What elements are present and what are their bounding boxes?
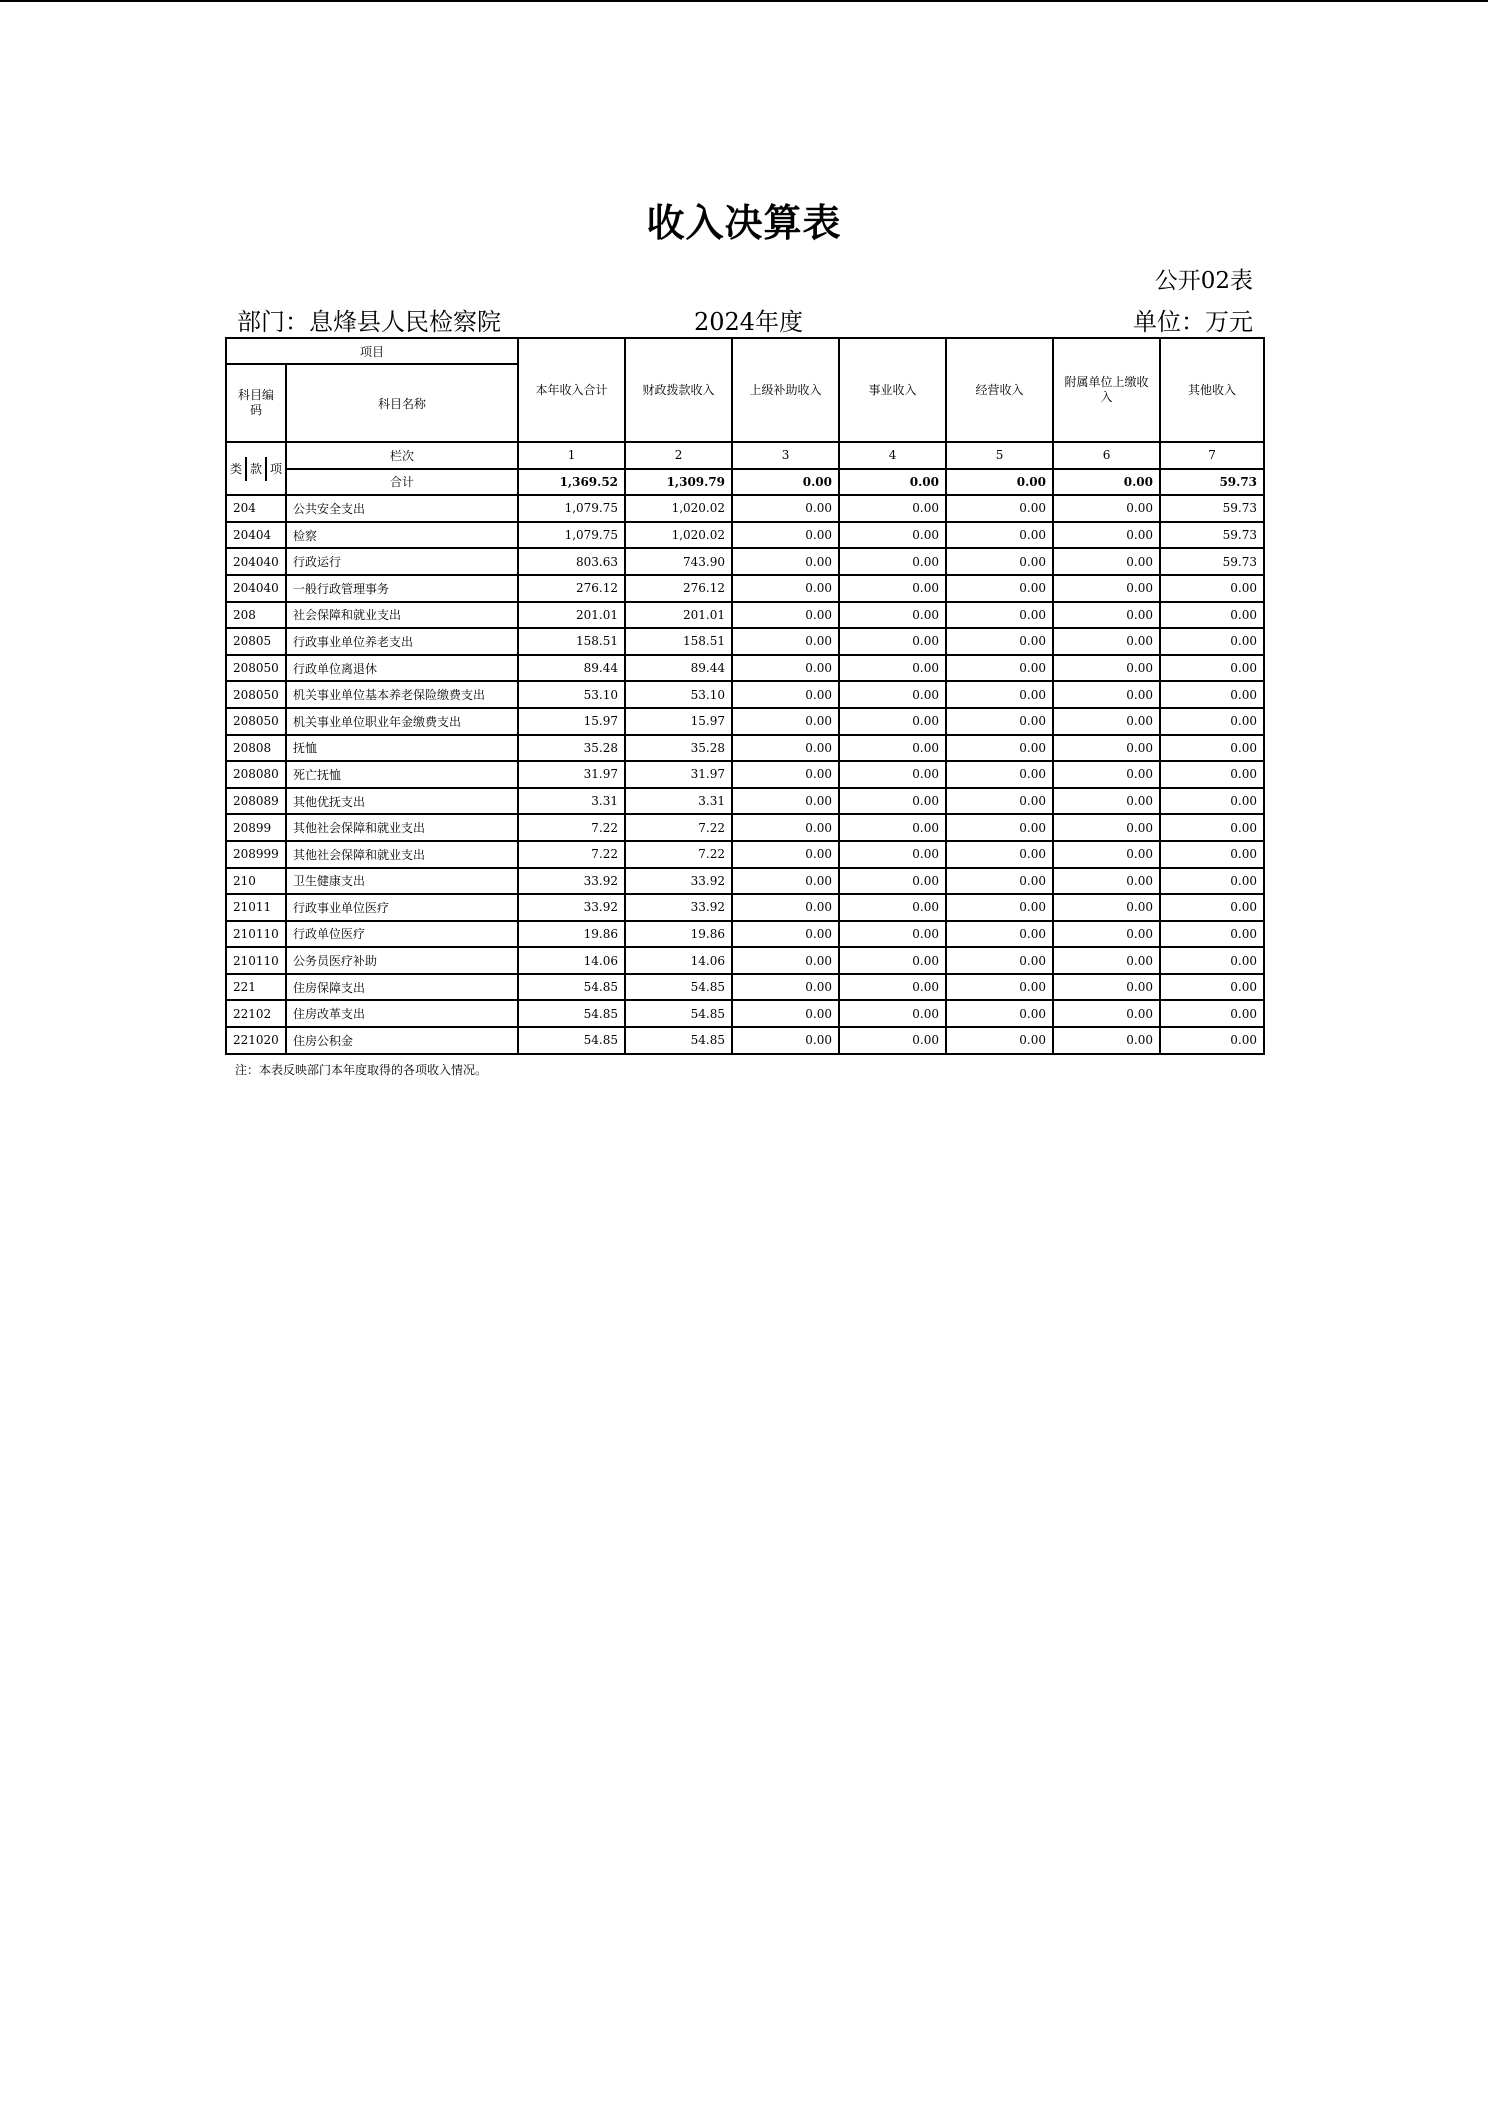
- row-value: 0.00: [1053, 575, 1160, 602]
- row-code: 210110: [226, 921, 286, 948]
- row-value: 0.00: [732, 495, 839, 522]
- row-code: 21011: [226, 894, 286, 921]
- row-value: 14.06: [518, 947, 625, 974]
- row-name: 机关事业单位基本养老保险缴费支出: [286, 681, 518, 708]
- row-value: 14.06: [625, 947, 732, 974]
- row-code: 204040: [226, 548, 286, 575]
- row-value: 89.44: [518, 655, 625, 682]
- row-value: 0.00: [732, 681, 839, 708]
- row-value: 7.22: [518, 841, 625, 868]
- row-code: 22102: [226, 1000, 286, 1027]
- row-value: 0.00: [1053, 628, 1160, 655]
- row-value: 0.00: [1160, 681, 1264, 708]
- row-value: 0.00: [732, 735, 839, 762]
- row-value: 0.00: [1160, 841, 1264, 868]
- row-value: 0.00: [732, 814, 839, 841]
- row-value: 0.00: [839, 655, 946, 682]
- total-label: 合计: [286, 469, 518, 496]
- table-row: [226, 575, 1264, 602]
- table-row: [226, 761, 1264, 788]
- row-value: 0.00: [1053, 1027, 1160, 1054]
- row-name: 住房保障支出: [286, 974, 518, 1001]
- department-label: 部门：息烽县人民检察院: [237, 308, 501, 336]
- row-value: 0.00: [839, 814, 946, 841]
- header-col-6: 附属单位上缴收入: [1053, 338, 1160, 442]
- row-value: 0.00: [839, 1000, 946, 1027]
- row-name: 检察: [286, 522, 518, 549]
- row-value: 59.73: [1160, 522, 1264, 549]
- row-value: 3.31: [625, 788, 732, 815]
- row-value: 7.22: [625, 841, 732, 868]
- sub-col-lei: 类: [230, 462, 243, 477]
- row-code: 20808: [226, 735, 286, 762]
- row-value: 0.00: [1053, 868, 1160, 895]
- total-row: [226, 469, 1264, 496]
- row-value: 0.00: [732, 761, 839, 788]
- index-num: 5: [946, 442, 1053, 469]
- row-value: 0.00: [839, 1027, 946, 1054]
- table-row: [226, 655, 1264, 682]
- row-name: 住房公积金: [286, 1027, 518, 1054]
- row-value: 0.00: [1053, 548, 1160, 575]
- table-note: 注：本表反映部门本年度取得的各项收入情况。: [235, 1063, 488, 1077]
- sub-col-kuan: 款: [249, 462, 262, 477]
- total-value: 0.00: [946, 469, 1053, 496]
- row-name: 公务员医疗补助: [286, 947, 518, 974]
- row-value: 7.22: [518, 814, 625, 841]
- row-value: 158.51: [625, 628, 732, 655]
- row-value: 0.00: [946, 841, 1053, 868]
- table-row: [226, 681, 1264, 708]
- row-value: 0.00: [946, 602, 1053, 629]
- row-value: 53.10: [625, 681, 732, 708]
- table-row: [226, 947, 1264, 974]
- row-value: 803.63: [518, 548, 625, 575]
- row-value: 15.97: [625, 708, 732, 735]
- row-value: 0.00: [732, 894, 839, 921]
- row-value: 0.00: [732, 522, 839, 549]
- row-value: 0.00: [1053, 921, 1160, 948]
- total-value: 1,369.52: [518, 469, 625, 496]
- row-value: 0.00: [1053, 708, 1160, 735]
- row-value: 0.00: [946, 921, 1053, 948]
- row-name: 卫生健康支出: [286, 868, 518, 895]
- row-value: 0.00: [946, 974, 1053, 1001]
- row-value: 0.00: [946, 522, 1053, 549]
- table-row: [226, 548, 1264, 575]
- row-value: 0.00: [946, 681, 1053, 708]
- row-value: 0.00: [1160, 974, 1264, 1001]
- row-value: 0.00: [1053, 947, 1160, 974]
- row-value: 0.00: [839, 522, 946, 549]
- row-value: 0.00: [946, 735, 1053, 762]
- row-code: 221: [226, 974, 286, 1001]
- row-value: 0.00: [1160, 947, 1264, 974]
- row-name: 其他社会保障和就业支出: [286, 814, 518, 841]
- row-value: 0.00: [732, 575, 839, 602]
- header-col-1: 本年收入合计: [518, 338, 625, 442]
- row-value: 0.00: [839, 681, 946, 708]
- row-value: 0.00: [946, 894, 1053, 921]
- row-value: 31.97: [518, 761, 625, 788]
- table-row: [226, 1027, 1264, 1054]
- index-num: 2: [625, 442, 732, 469]
- header-col-2: 财政拨款收入: [625, 338, 732, 442]
- row-name: 行政事业单位医疗: [286, 894, 518, 921]
- total-value: 0.00: [1053, 469, 1160, 496]
- row-value: 0.00: [1160, 602, 1264, 629]
- row-value: 33.92: [625, 868, 732, 895]
- row-value: 0.00: [839, 735, 946, 762]
- table-row: [226, 894, 1264, 921]
- total-value: 1,309.79: [625, 469, 732, 496]
- row-name: 行政事业单位养老支出: [286, 628, 518, 655]
- row-value: 1,020.02: [625, 522, 732, 549]
- row-value: 0.00: [946, 628, 1053, 655]
- row-name: 行政运行: [286, 548, 518, 575]
- row-value: 31.97: [625, 761, 732, 788]
- row-value: 0.00: [1160, 1000, 1264, 1027]
- row-name: 行政单位离退休: [286, 655, 518, 682]
- row-value: 0.00: [732, 655, 839, 682]
- row-value: 0.00: [1160, 921, 1264, 948]
- row-value: 276.12: [518, 575, 625, 602]
- row-value: 0.00: [1053, 1000, 1160, 1027]
- row-value: 0.00: [1053, 894, 1160, 921]
- table-row: [226, 868, 1264, 895]
- row-value: 0.00: [1053, 655, 1160, 682]
- form-number: 公开02表: [1154, 268, 1253, 294]
- header-col-7: 其他收入: [1160, 338, 1264, 442]
- table-row: [226, 708, 1264, 735]
- row-value: 0.00: [732, 841, 839, 868]
- row-value: 0.00: [839, 495, 946, 522]
- row-code: 204: [226, 495, 286, 522]
- fiscal-year: 2024年度: [694, 308, 804, 336]
- row-name: 住房改革支出: [286, 1000, 518, 1027]
- index-num: 1: [518, 442, 625, 469]
- row-value: 0.00: [946, 1027, 1053, 1054]
- table-row: [226, 1000, 1264, 1027]
- page-top-border: [0, 0, 1488, 2]
- row-value: 54.85: [625, 1000, 732, 1027]
- row-value: 0.00: [1053, 495, 1160, 522]
- row-value: 0.00: [1053, 681, 1160, 708]
- row-name: 抚恤: [286, 735, 518, 762]
- row-name: 行政单位医疗: [286, 921, 518, 948]
- row-value: 0.00: [839, 575, 946, 602]
- row-value: 0.00: [1160, 894, 1264, 921]
- row-code: 221020: [226, 1027, 286, 1054]
- row-code: 20404: [226, 522, 286, 549]
- row-code: 208050: [226, 655, 286, 682]
- row-value: 0.00: [1053, 814, 1160, 841]
- row-value: 0.00: [732, 868, 839, 895]
- row-value: 0.00: [839, 868, 946, 895]
- total-value: 59.73: [1160, 469, 1264, 496]
- row-value: 1,079.75: [518, 522, 625, 549]
- row-value: 59.73: [1160, 548, 1264, 575]
- row-name: 其他社会保障和就业支出: [286, 841, 518, 868]
- row-value: 0.00: [946, 548, 1053, 575]
- index-num: 6: [1053, 442, 1160, 469]
- sub-col-xiang: 项: [269, 462, 282, 477]
- row-value: 0.00: [946, 947, 1053, 974]
- row-value: 0.00: [839, 602, 946, 629]
- row-code: 20899: [226, 814, 286, 841]
- index-num: 7: [1160, 442, 1264, 469]
- row-value: 0.00: [1160, 788, 1264, 815]
- row-value: 1,020.02: [625, 495, 732, 522]
- row-code: 208050: [226, 708, 286, 735]
- row-value: 0.00: [1160, 575, 1264, 602]
- row-code: 20805: [226, 628, 286, 655]
- row-name: 一般行政管理事务: [286, 575, 518, 602]
- table-row: [226, 602, 1264, 629]
- row-value: 0.00: [1053, 841, 1160, 868]
- row-value: 0.00: [1160, 628, 1264, 655]
- row-value: 0.00: [732, 628, 839, 655]
- row-value: 0.00: [1160, 761, 1264, 788]
- row-value: 0.00: [839, 841, 946, 868]
- row-code: 210: [226, 868, 286, 895]
- index-label: 栏次: [286, 442, 518, 469]
- row-value: 0.00: [1053, 788, 1160, 815]
- header-col-4: 事业收入: [839, 338, 946, 442]
- row-value: 0.00: [839, 548, 946, 575]
- row-value: 0.00: [839, 628, 946, 655]
- row-value: 0.00: [839, 788, 946, 815]
- row-value: 0.00: [946, 868, 1053, 895]
- row-value: 0.00: [1160, 1027, 1264, 1054]
- row-value: 0.00: [946, 814, 1053, 841]
- row-value: 54.85: [518, 974, 625, 1001]
- row-value: 743.90: [625, 548, 732, 575]
- row-code: 208089: [226, 788, 286, 815]
- row-value: 0.00: [1160, 868, 1264, 895]
- row-name: 机关事业单位职业年金缴费支出: [286, 708, 518, 735]
- currency-unit: 单位：万元: [1133, 308, 1253, 336]
- row-value: 0.00: [732, 1027, 839, 1054]
- row-value: 89.44: [625, 655, 732, 682]
- table-row: [226, 841, 1264, 868]
- row-value: 0.00: [732, 974, 839, 1001]
- row-value: 54.85: [625, 974, 732, 1001]
- header-sub-cols: [226, 442, 286, 495]
- row-value: 54.85: [625, 1027, 732, 1054]
- row-value: 19.86: [518, 921, 625, 948]
- row-value: 0.00: [1053, 735, 1160, 762]
- row-value: 54.85: [518, 1027, 625, 1054]
- row-value: 0.00: [839, 947, 946, 974]
- row-code: 208050: [226, 681, 286, 708]
- row-value: 0.00: [732, 602, 839, 629]
- row-name: 社会保障和就业支出: [286, 602, 518, 629]
- row-value: 0.00: [839, 894, 946, 921]
- table-row: [226, 628, 1264, 655]
- header-col-3: 上级补助收入: [732, 338, 839, 442]
- header-col-5: 经营收入: [946, 338, 1053, 442]
- row-name: 死亡抚恤: [286, 761, 518, 788]
- row-value: 54.85: [518, 1000, 625, 1027]
- row-value: 59.73: [1160, 495, 1264, 522]
- row-value: 0.00: [1053, 522, 1160, 549]
- row-value: 0.00: [1053, 974, 1160, 1001]
- row-value: 0.00: [732, 548, 839, 575]
- row-value: 0.00: [839, 761, 946, 788]
- row-value: 1,079.75: [518, 495, 625, 522]
- row-value: 0.00: [1160, 735, 1264, 762]
- table-row: [226, 495, 1264, 522]
- row-value: 0.00: [732, 1000, 839, 1027]
- row-value: 7.22: [625, 814, 732, 841]
- header-project: 项目: [226, 338, 518, 364]
- row-name: 公共安全支出: [286, 495, 518, 522]
- row-value: 0.00: [839, 921, 946, 948]
- row-value: 15.97: [518, 708, 625, 735]
- row-value: 33.92: [518, 894, 625, 921]
- row-value: 0.00: [946, 761, 1053, 788]
- table-row: [226, 735, 1264, 762]
- row-value: 0.00: [732, 921, 839, 948]
- row-value: 0.00: [946, 708, 1053, 735]
- row-value: 0.00: [1053, 602, 1160, 629]
- table-row: [226, 788, 1264, 815]
- row-value: 0.00: [946, 575, 1053, 602]
- index-num: 4: [839, 442, 946, 469]
- row-code: 210110: [226, 947, 286, 974]
- row-value: 276.12: [625, 575, 732, 602]
- report-title: 收入决算表: [646, 201, 842, 245]
- row-code: 204040: [226, 575, 286, 602]
- row-value: 35.28: [518, 735, 625, 762]
- row-value: 19.86: [625, 921, 732, 948]
- table-row: [226, 974, 1264, 1001]
- row-value: 158.51: [518, 628, 625, 655]
- row-value: 0.00: [946, 495, 1053, 522]
- row-value: 35.28: [625, 735, 732, 762]
- total-value: 0.00: [732, 469, 839, 496]
- row-code: 208999: [226, 841, 286, 868]
- header-name: 科目名称: [286, 364, 518, 442]
- row-value: 201.01: [518, 602, 625, 629]
- row-code: 208080: [226, 761, 286, 788]
- row-value: 0.00: [839, 974, 946, 1001]
- row-value: 0.00: [1160, 708, 1264, 735]
- row-value: 0.00: [1160, 655, 1264, 682]
- row-value: 0.00: [1160, 814, 1264, 841]
- table-row: [226, 921, 1264, 948]
- row-value: 0.00: [732, 788, 839, 815]
- index-num: 3: [732, 442, 839, 469]
- row-name: 其他优抚支出: [286, 788, 518, 815]
- row-value: 0.00: [946, 788, 1053, 815]
- row-value: 33.92: [625, 894, 732, 921]
- row-value: 3.31: [518, 788, 625, 815]
- row-value: 201.01: [625, 602, 732, 629]
- table-body: [226, 495, 1264, 1053]
- row-value: 0.00: [732, 708, 839, 735]
- income-table: [225, 337, 1265, 1055]
- table-row: [226, 522, 1264, 549]
- total-value: 0.00: [839, 469, 946, 496]
- row-value: 0.00: [946, 655, 1053, 682]
- row-value: 0.00: [732, 947, 839, 974]
- row-value: 0.00: [839, 708, 946, 735]
- row-value: 53.10: [518, 681, 625, 708]
- header-code: 科目编码: [226, 364, 286, 442]
- table-row: [226, 814, 1264, 841]
- row-value: 0.00: [1053, 761, 1160, 788]
- row-code: 208: [226, 602, 286, 629]
- row-value: 33.92: [518, 868, 625, 895]
- row-value: 0.00: [946, 1000, 1053, 1027]
